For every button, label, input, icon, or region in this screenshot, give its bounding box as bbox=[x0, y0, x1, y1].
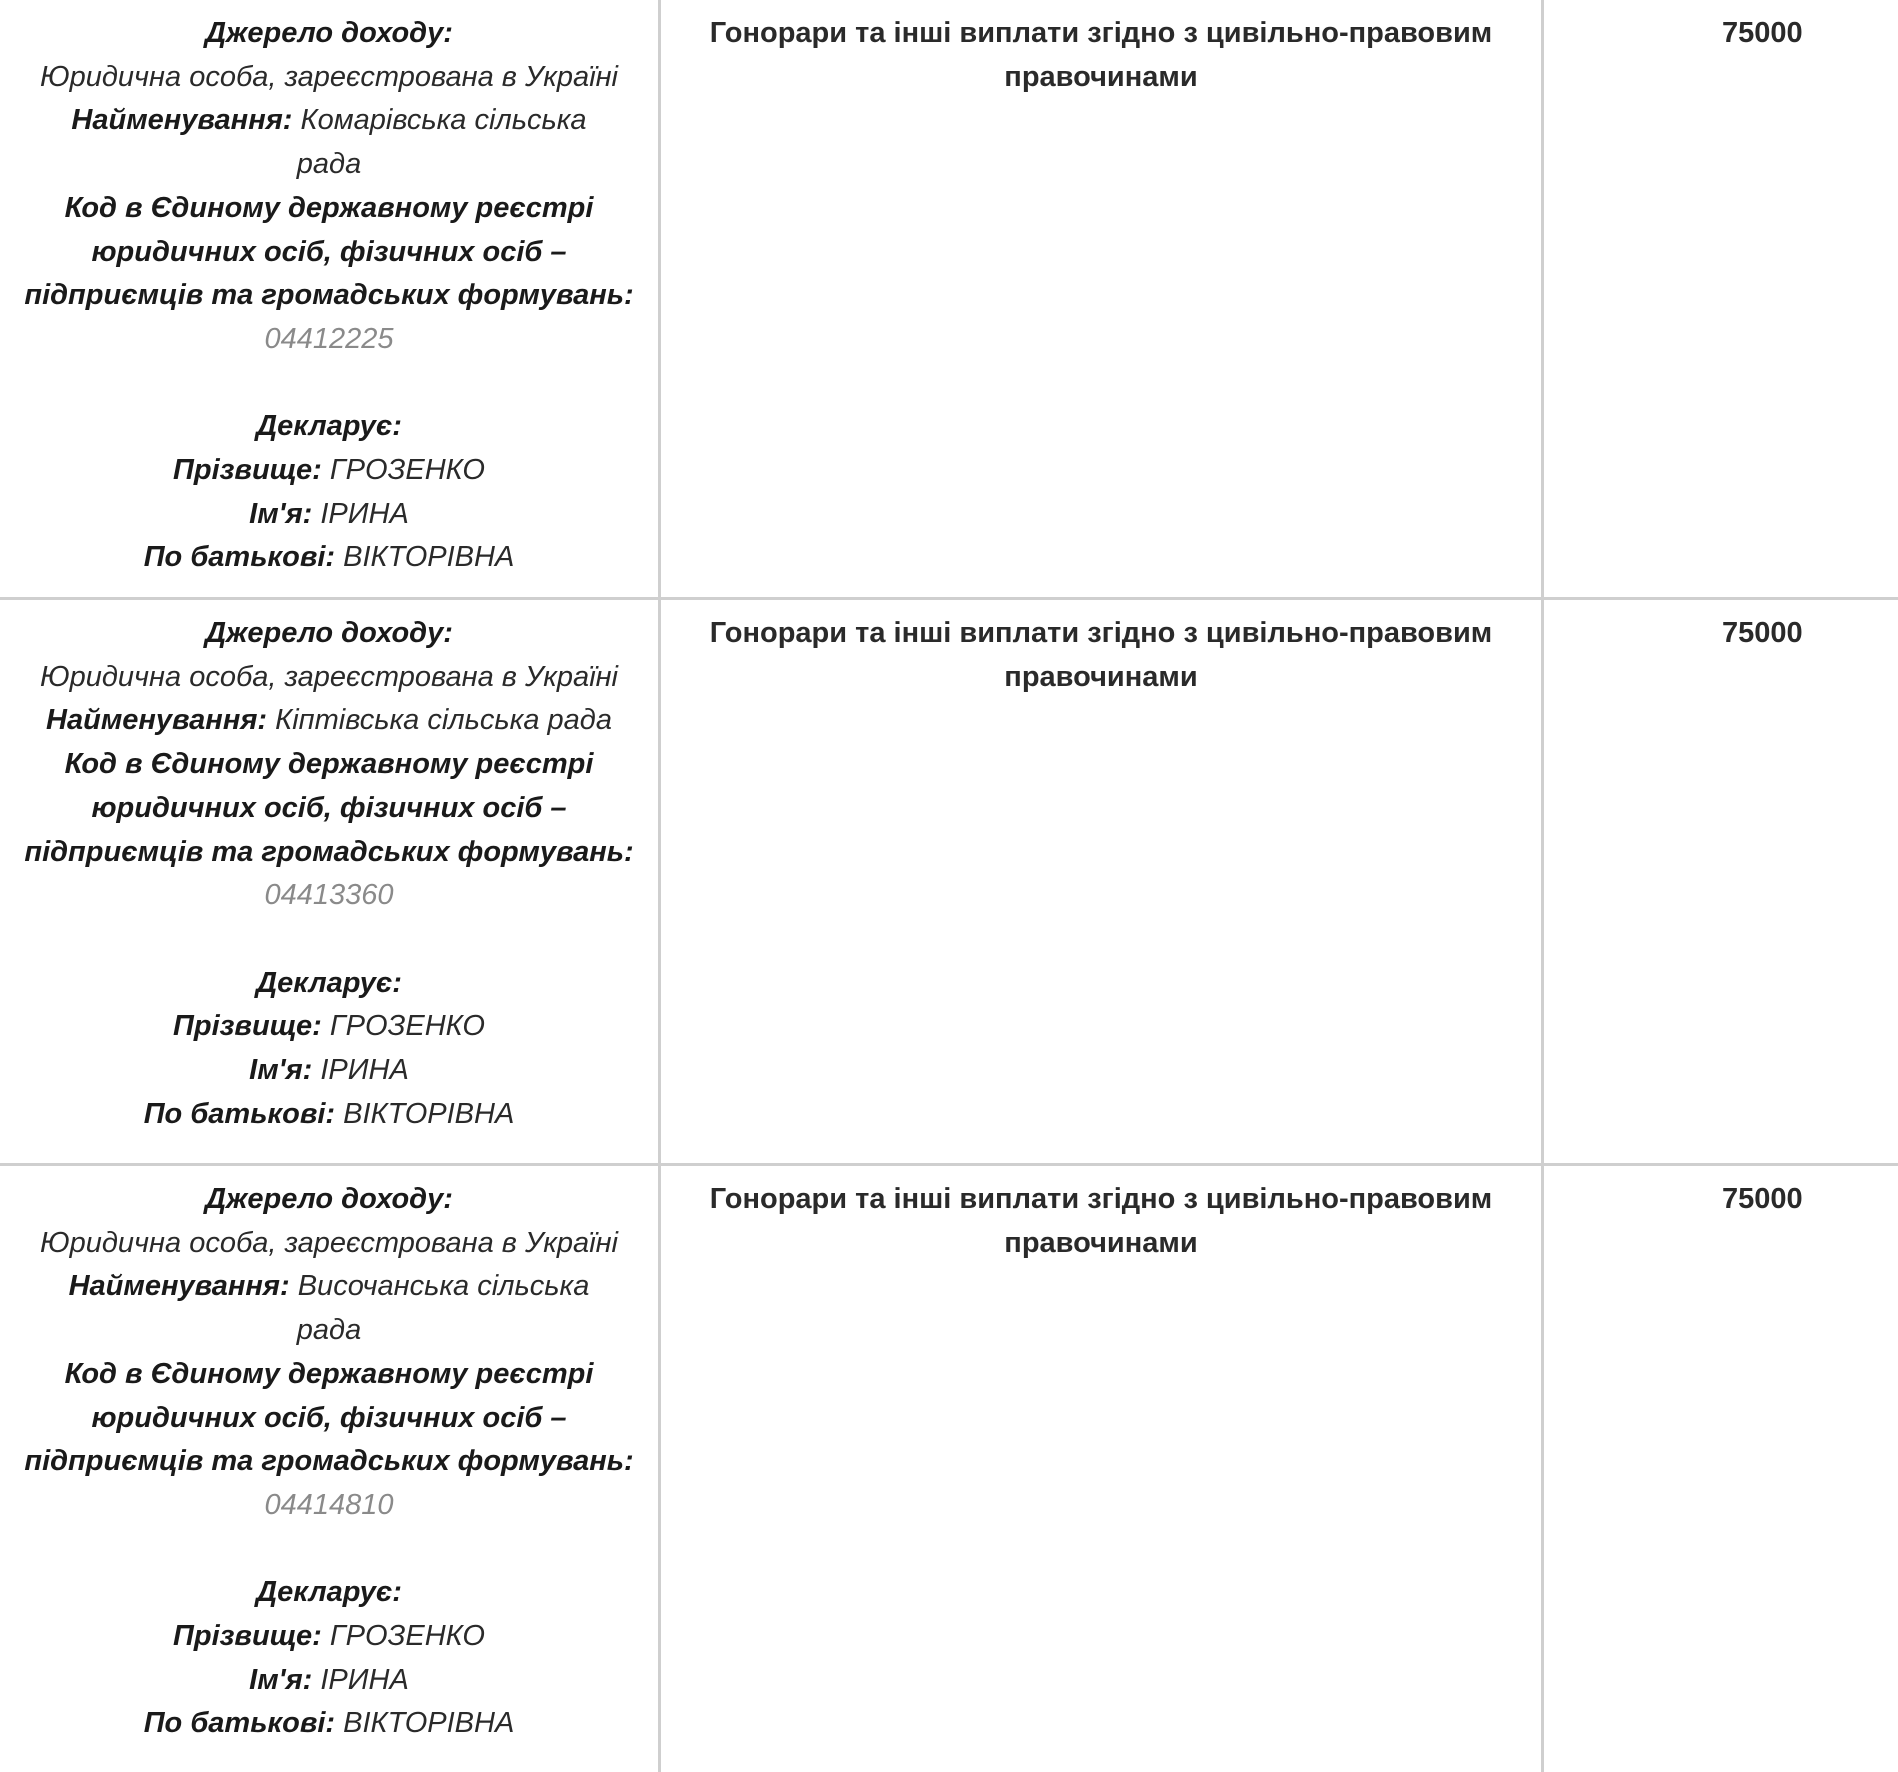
income-type-cell bbox=[661, 600, 1541, 1164]
declares-label: Декларує: bbox=[256, 966, 402, 999]
income-type: Гонорари та інші виплати згідно з цивільно-правовим правочинами bbox=[709, 17, 1493, 93]
patronymic-label: По батькові: bbox=[143, 1707, 336, 1740]
first-name-label: Ім'я: bbox=[249, 1663, 313, 1696]
amount-cell bbox=[1544, 0, 1898, 598]
first-name-value: ІРИНА bbox=[320, 1054, 409, 1087]
first-name-label: Ім'я: bbox=[249, 497, 313, 530]
name-label: Найменування: bbox=[68, 1270, 290, 1303]
income-type: Гонорари та інші виплати згідно з цивільно-правовим правочинами bbox=[709, 617, 1493, 693]
code-label-line3: підприємців та громадських формувань: bbox=[24, 279, 634, 312]
source-label: Джерело доходу: bbox=[205, 617, 453, 649]
income-amount: 75000 bbox=[1722, 617, 1803, 649]
income-amount: 75000 bbox=[1722, 17, 1803, 49]
income-type: Гонорари та інші виплати згідно з цивільно-правовим правочинами bbox=[709, 1183, 1493, 1259]
name-label: Найменування: bbox=[71, 104, 293, 137]
declares-label: Декларує: bbox=[256, 1576, 402, 1609]
code-label-line1: Код в Єдиному державному реєстрі bbox=[64, 1357, 594, 1390]
surname-label: Прізвище: bbox=[173, 454, 322, 487]
patronymic-label: По батькові: bbox=[143, 1097, 336, 1130]
surname-value: ГРОЗЕНКО bbox=[329, 1620, 485, 1653]
income-amount: 75000 bbox=[1722, 1183, 1803, 1215]
source-label: Джерело доходу: bbox=[205, 1183, 453, 1215]
table-row bbox=[0, 0, 1898, 598]
source-type: Юридична особа, зареєстрована в Україні bbox=[39, 1226, 618, 1259]
organization-name: Височанська сільська bbox=[297, 1270, 590, 1303]
source-label: Джерело доходу: bbox=[205, 17, 453, 49]
source-type: Юридична особа, зареєстрована в Україні bbox=[39, 60, 618, 93]
registry-code: 04413360 bbox=[264, 879, 394, 912]
patronymic-value: ВІКТОРІВНА bbox=[343, 541, 515, 574]
first-name-label: Ім'я: bbox=[249, 1054, 313, 1087]
patronymic-value: ВІКТОРІВНА bbox=[343, 1097, 515, 1130]
amount-cell bbox=[1544, 1166, 1898, 1772]
surname-label: Прізвище: bbox=[173, 1620, 322, 1653]
patronymic-value: ВІКТОРІВНА bbox=[343, 1707, 515, 1740]
first-name-value: ІРИНА bbox=[320, 1663, 409, 1696]
organization-name: Комарівська сільська bbox=[300, 104, 587, 137]
income-type-cell bbox=[661, 1166, 1541, 1772]
amount-cell bbox=[1544, 600, 1898, 1164]
income-source-cell bbox=[0, 600, 658, 1164]
code-label-line3: підприємців та громадських формувань: bbox=[24, 835, 634, 868]
registry-code: 04412225 bbox=[264, 322, 394, 355]
income-source-cell bbox=[0, 1166, 658, 1772]
patronymic-label: По батькові: bbox=[143, 541, 336, 574]
code-label-line2: юридичних осіб, фізичних осіб – bbox=[91, 235, 567, 268]
code-label-line1: Код в Єдиному державному реєстрі bbox=[64, 748, 594, 781]
first-name-value: ІРИНА bbox=[320, 497, 409, 530]
organization-name-cont: рада bbox=[296, 1314, 362, 1347]
code-label-line1: Код в Єдиному державному реєстрі bbox=[64, 191, 594, 224]
code-label-line2: юридичних осіб, фізичних осіб – bbox=[91, 1401, 567, 1434]
income-source-cell bbox=[0, 0, 658, 598]
code-label-line3: підприємців та громадських формувань: bbox=[24, 1445, 634, 1478]
income-type-cell bbox=[661, 0, 1541, 598]
surname-value: ГРОЗЕНКО bbox=[329, 454, 485, 487]
table-row bbox=[0, 1166, 1898, 1772]
code-label-line2: юридичних осіб, фізичних осіб – bbox=[91, 791, 567, 824]
registry-code: 04414810 bbox=[264, 1488, 394, 1521]
table-row bbox=[0, 600, 1898, 1164]
declares-label: Декларує: bbox=[256, 410, 402, 443]
organization-name-cont: рада bbox=[296, 148, 362, 181]
name-label: Найменування: bbox=[46, 704, 268, 737]
organization-name: Кіптівська сільська рада bbox=[275, 704, 612, 737]
surname-value: ГРОЗЕНКО bbox=[329, 1010, 485, 1043]
surname-label: Прізвище: bbox=[173, 1010, 322, 1043]
source-type: Юридична особа, зареєстрована в Україні bbox=[39, 660, 618, 693]
